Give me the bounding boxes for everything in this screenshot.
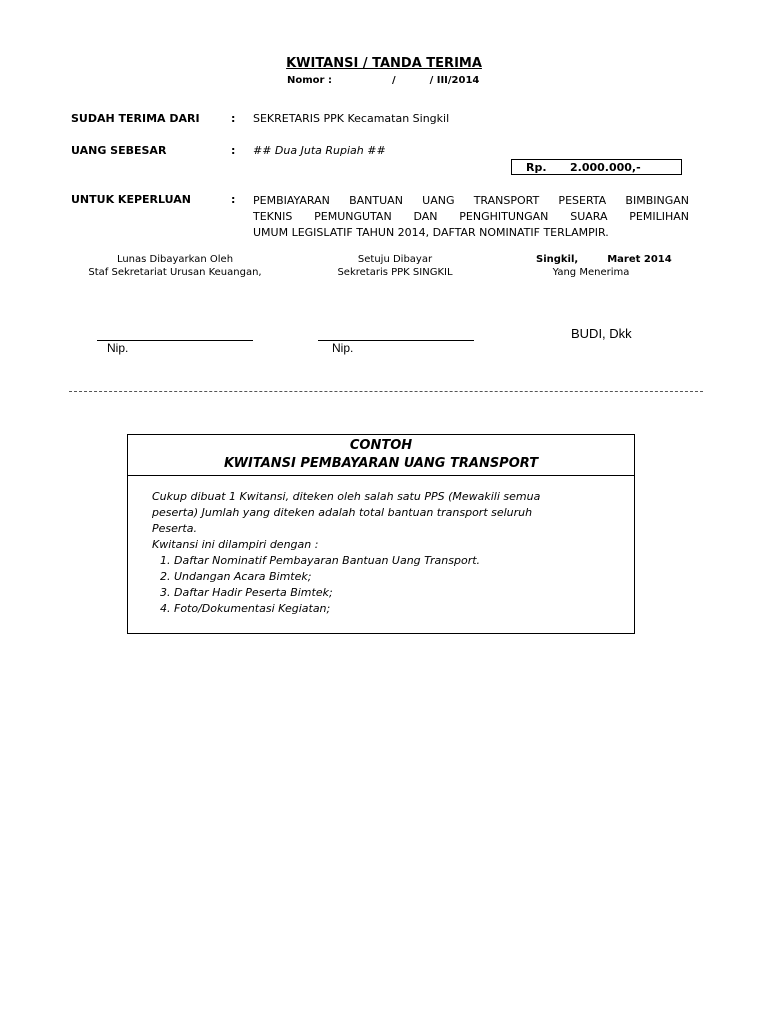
uang-sebesar-label: UANG SEBESAR xyxy=(71,144,167,157)
sig-col3-place: Singkil, xyxy=(536,254,579,265)
keperluan-text xyxy=(253,193,689,241)
list-item: 4. Foto/Dokumentasi Kegiatan; xyxy=(174,601,622,617)
example-title-2: KWITANSI PEMBAYARAN UANG TRANSPORT xyxy=(223,456,539,471)
amount-value: 2.000.000,- xyxy=(570,161,641,174)
dashed-separator xyxy=(69,391,703,392)
colon: : xyxy=(231,144,236,157)
sig-col1-line1: Lunas Dibayarkan Oleh xyxy=(116,254,234,265)
document-number xyxy=(287,75,479,86)
document-title: KWITANSI / TANDA TERIMA xyxy=(286,56,482,71)
example-paragraph-line: Cukup dibuat 1 Kwitansi, diteken oleh salah satu PPS (Mewakili semua xyxy=(152,490,541,503)
example-box-body xyxy=(152,489,622,617)
nomor-label: Nomor : xyxy=(287,75,332,86)
nip-label-2: Nip. xyxy=(332,341,354,355)
keperluan-label: UNTUK KEPERLUAN xyxy=(71,193,191,206)
sudah-terima-value: SEKRETARIS PPK Kecamatan Singkil xyxy=(253,112,450,125)
list-item: 2. Undangan Acara Bimtek; xyxy=(174,569,622,585)
sig-col3-date: Maret 2014 xyxy=(607,254,672,265)
sig-col3-line2: Yang Menerima xyxy=(552,267,630,278)
sig-col2-line2: Sekretaris PPK SINGKIL xyxy=(337,267,453,278)
nip-label-1: Nip. xyxy=(107,341,129,355)
list-item: 3. Daftar Hadir Peserta Bimtek; xyxy=(174,585,622,601)
example-intro: Kwitansi ini dilampiri dengan : xyxy=(152,538,319,551)
example-box xyxy=(127,434,635,634)
amount-currency: Rp. xyxy=(526,161,547,174)
sig-col2-line1: Setuju Dibayar xyxy=(357,254,433,265)
uang-sebesar-value: ## Dua Juta Rupiah ## xyxy=(253,144,386,157)
signature-col-2 xyxy=(316,254,474,278)
example-paragraph-line: Peserta. xyxy=(152,522,197,535)
colon: : xyxy=(231,112,236,125)
keperluan-line: TEKNIS PEMUNGUTAN DAN PENGHITUNGAN SUARA PEMILIHAN xyxy=(253,210,689,223)
keperluan-line: PEMBIAYARAN BANTUAN UANG TRANSPORT PESERTA BIMBINGAN xyxy=(253,194,689,207)
nomor-suffix: / III/2014 xyxy=(429,75,480,86)
nomor-separator: / xyxy=(391,75,396,86)
colon: : xyxy=(231,193,236,206)
sudah-terima-label: SUDAH TERIMA DARI xyxy=(71,112,200,125)
list-item: 1. Daftar Nominatif Pembayaran Bantuan Uang Transport. xyxy=(174,553,622,569)
keperluan-line: UMUM LEGISLATIF TAHUN 2014, DAFTAR NOMINATIF TERLAMPIR. xyxy=(253,226,609,239)
signature-col-1 xyxy=(76,254,274,278)
example-list xyxy=(152,553,622,617)
signature-col-3 xyxy=(520,254,690,278)
example-title-1: CONTOH xyxy=(349,438,413,453)
example-box-header xyxy=(128,435,634,476)
sig-col3-place-date xyxy=(520,254,690,265)
sig-col1-line2: Staf Sekretariat Urusan Keuangan, xyxy=(88,267,262,278)
receiver-name: BUDI, Dkk xyxy=(571,326,632,341)
example-paragraph-line: peserta) Jumlah yang diteken adalah total bantuan transport seluruh xyxy=(152,506,533,519)
amount-box xyxy=(511,159,682,175)
